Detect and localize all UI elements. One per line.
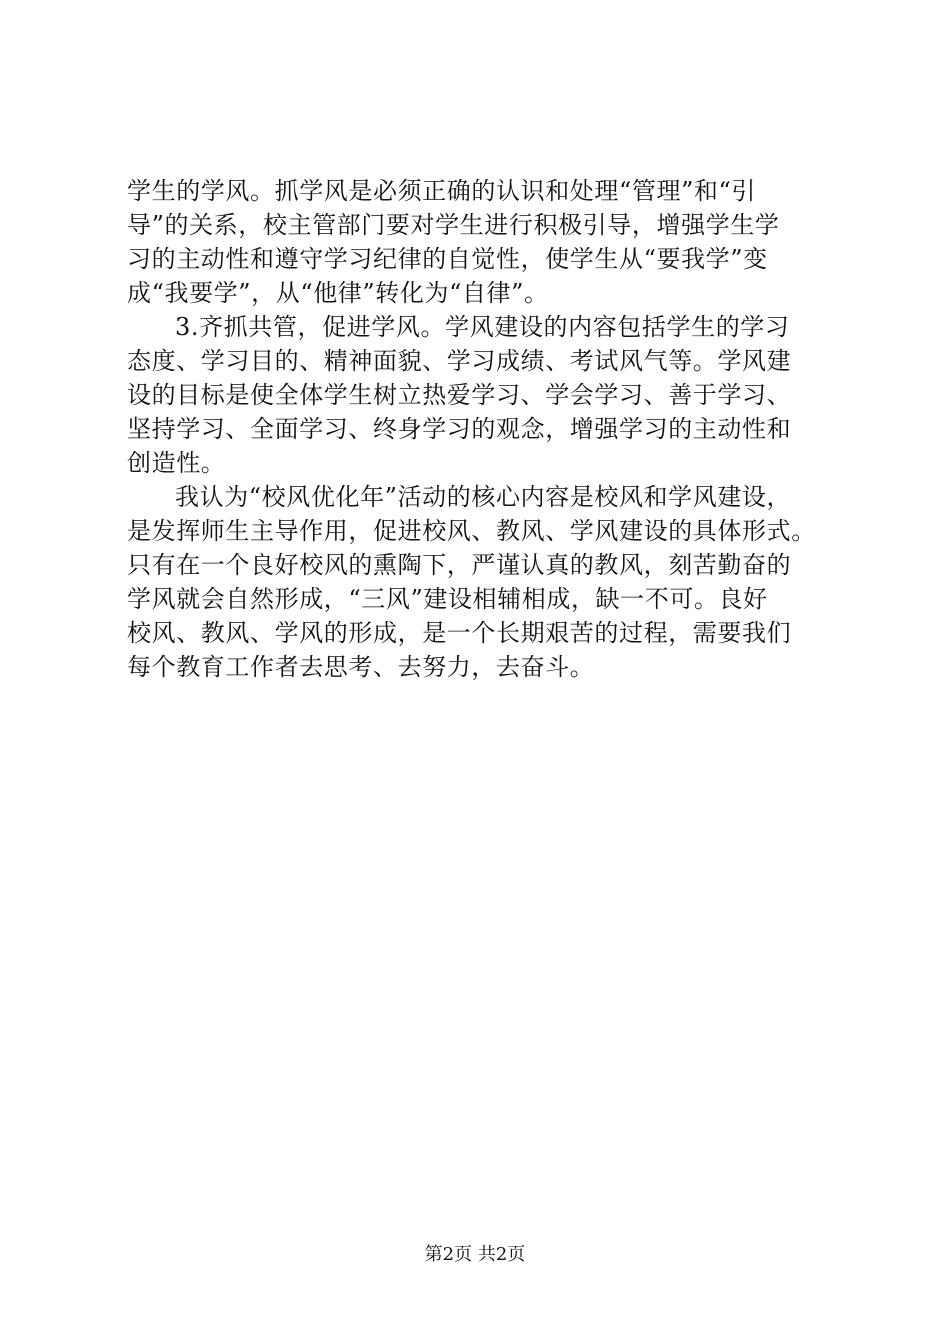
text-line: 设的目标是使全体学生树立热爱学习、学会学习、善于学习、: [127, 381, 792, 409]
body-text: [127, 174, 847, 684]
text-line: 创造性。: [127, 449, 226, 477]
text-line: 校风、教风、学风的形成，是一个长期艰苦的过程，需要我们: [127, 619, 792, 647]
text-line: 每个教育工作者去思考、去努力，去奋斗。: [127, 653, 595, 681]
text-line: 只有在一个良好校风的熏陶下，严谨认真的教风，刻苦勤奋的: [127, 551, 792, 579]
text-line: 态度、学习目的、精神面貌、学习成绩、考试风气等。学风建: [127, 347, 792, 375]
text-line: 成“我要学”，从“他律”转化为“自律”。: [127, 279, 549, 307]
text-line: 学风就会自然形成，“三风”建设相辅相成，缺一不可。良好: [127, 585, 768, 613]
text-line: 习的主动性和遵守学习纪律的自觉性，使学生从“要我学”变: [127, 245, 768, 273]
paragraph-start-line: 3.齐抓共管，促进学风。学风建设的内容包括学生的学习: [175, 313, 790, 341]
paragraph-start-line: 我认为“校风优化年”活动的核心内容是校风和学风建设，: [175, 483, 792, 511]
text-line: 是发挥师生主导作用，促进校风、教风、学风建设的具体形式。: [127, 517, 816, 545]
text-line: 导”的关系，校主管部门要对学生进行积极引导，增强学生学: [127, 211, 780, 239]
text-line: 学生的学风。抓学风是必须正确的认识和处理“管理”和“引: [127, 177, 757, 205]
text-line: 坚持学习、全面学习、终身学习的观念，增强学习的主动性和: [127, 415, 792, 443]
page-footer: 第2页 共2页: [424, 1244, 526, 1265]
